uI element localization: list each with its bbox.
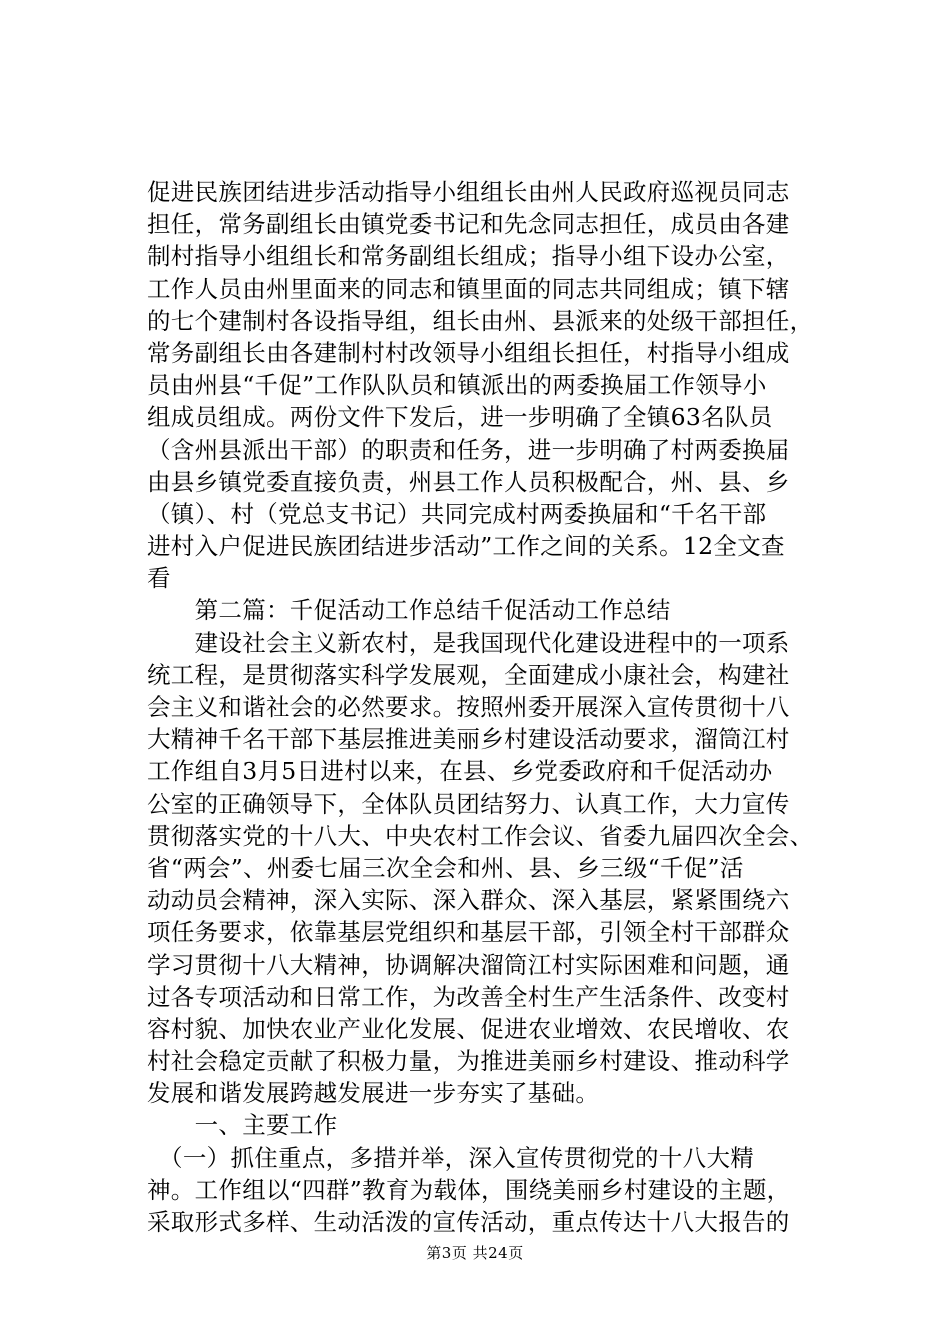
text-line: 会主义和谐社会的必然要求。按照州委开展深入宣传贯彻十八 bbox=[147, 693, 790, 721]
text-line: 统工程，是贯彻落实科学发展观，全面建成小康社会，构建社 bbox=[147, 660, 790, 689]
text-line: 项任务要求，依靠基层党组织和基层干部，引领全村干部群众 bbox=[147, 918, 790, 947]
text-line: 促进民族团结进步活动指导小组组长由州人民政府巡视员同志 bbox=[147, 178, 790, 206]
text-line: 贯彻落实党的十八大、中央农村工作会议、省委九届四次全会、 bbox=[147, 821, 814, 850]
text-line: 的七个建制村各设指导组，组长由州、县派来的处级干部担任， bbox=[147, 306, 814, 335]
text-line: 过各专项活动和日常工作，为改善全村生产生活条件、改变村 bbox=[147, 982, 790, 1011]
text-line: 组成员组成。两份文件下发后，进一步明确了全镇63名队员 bbox=[147, 403, 773, 432]
text-line: （含州县派出干部）的职责和任务，进一步明确了村两委换届 bbox=[147, 435, 790, 464]
text-line: 看 bbox=[147, 564, 171, 593]
text-line: 省“两会”、州委七届三次全会和州、县、乡三级“千促”活 bbox=[147, 853, 744, 882]
text-line: 常务副组长由各建制村村改领导小组组长担任，村指导小组成 bbox=[147, 338, 790, 367]
text-line: 由县乡镇党委直接负责，州县工作人员积极配合，州、县、乡 bbox=[147, 467, 790, 496]
text-line: 动动员会精神，深入实际、深入群众、深入基层，紧紧围绕六 bbox=[147, 886, 790, 915]
text-line: 学习贯彻十八大精神，协调解决溜筒江村实际困难和问题，通 bbox=[147, 950, 790, 979]
text-line: （镇）、村（党总支书记）共同完成村两委换届和“千名干部 bbox=[147, 499, 767, 528]
text-line: 工作组自3月5日进村以来，在县、乡党委政府和千促活动办 bbox=[147, 757, 773, 786]
text-line: 担任，常务副组长由镇党委书记和先念同志担任，成员由各建 bbox=[147, 210, 790, 239]
text-line: 制村指导小组组长和常务副组长组成；指导小组下设办公室， bbox=[147, 242, 790, 271]
text-line: 进村入户促进民族团结进步活动”工作之间的关系。12全文查 bbox=[147, 532, 785, 561]
text-line: 容村貌、加快农业产业化发展、促进农业增效、农民增收、农 bbox=[147, 1014, 790, 1043]
text-line: 神。工作组以“四群”教育为载体，围绕美丽乡村建设的主题， bbox=[147, 1175, 791, 1204]
page-number: 第3页 共24页 bbox=[426, 1244, 524, 1262]
text-line: 发展和谐发展跨越发展进一步夯实了基础。 bbox=[147, 1079, 600, 1108]
text-line: 采取形式多样、生动活泼的宣传活动，重点传达十八大报告的 bbox=[147, 1208, 790, 1236]
text-line: 大精神千名干部下基层推进美丽乡村建设活动要求，溜筒江村 bbox=[147, 725, 790, 754]
text-line: 公室的正确领导下，全体队员团结努力、认真工作，大力宣传 bbox=[147, 789, 790, 818]
document-body bbox=[147, 176, 847, 1238]
section-heading: 第二篇：千促活动工作总结千促活动工作总结 bbox=[147, 596, 671, 625]
text-line: 工作人员由州里面来的同志和镇里面的同志共同组成；镇下辖 bbox=[147, 274, 790, 303]
subsection-heading: 一、主要工作 bbox=[147, 1111, 338, 1140]
text-line: （一）抓住重点，多措并举，深入宣传贯彻党的十八大精 bbox=[147, 1143, 755, 1172]
text-line: 村社会稳定贡献了积极力量，为推进美丽乡村建设、推动科学 bbox=[147, 1047, 790, 1076]
text-line: 员由州县“千促”工作队队员和镇派出的两委换届工作领导小 bbox=[147, 371, 767, 400]
text-line: 建设社会主义新农村，是我国现代化建设进程中的一项系 bbox=[147, 628, 790, 657]
